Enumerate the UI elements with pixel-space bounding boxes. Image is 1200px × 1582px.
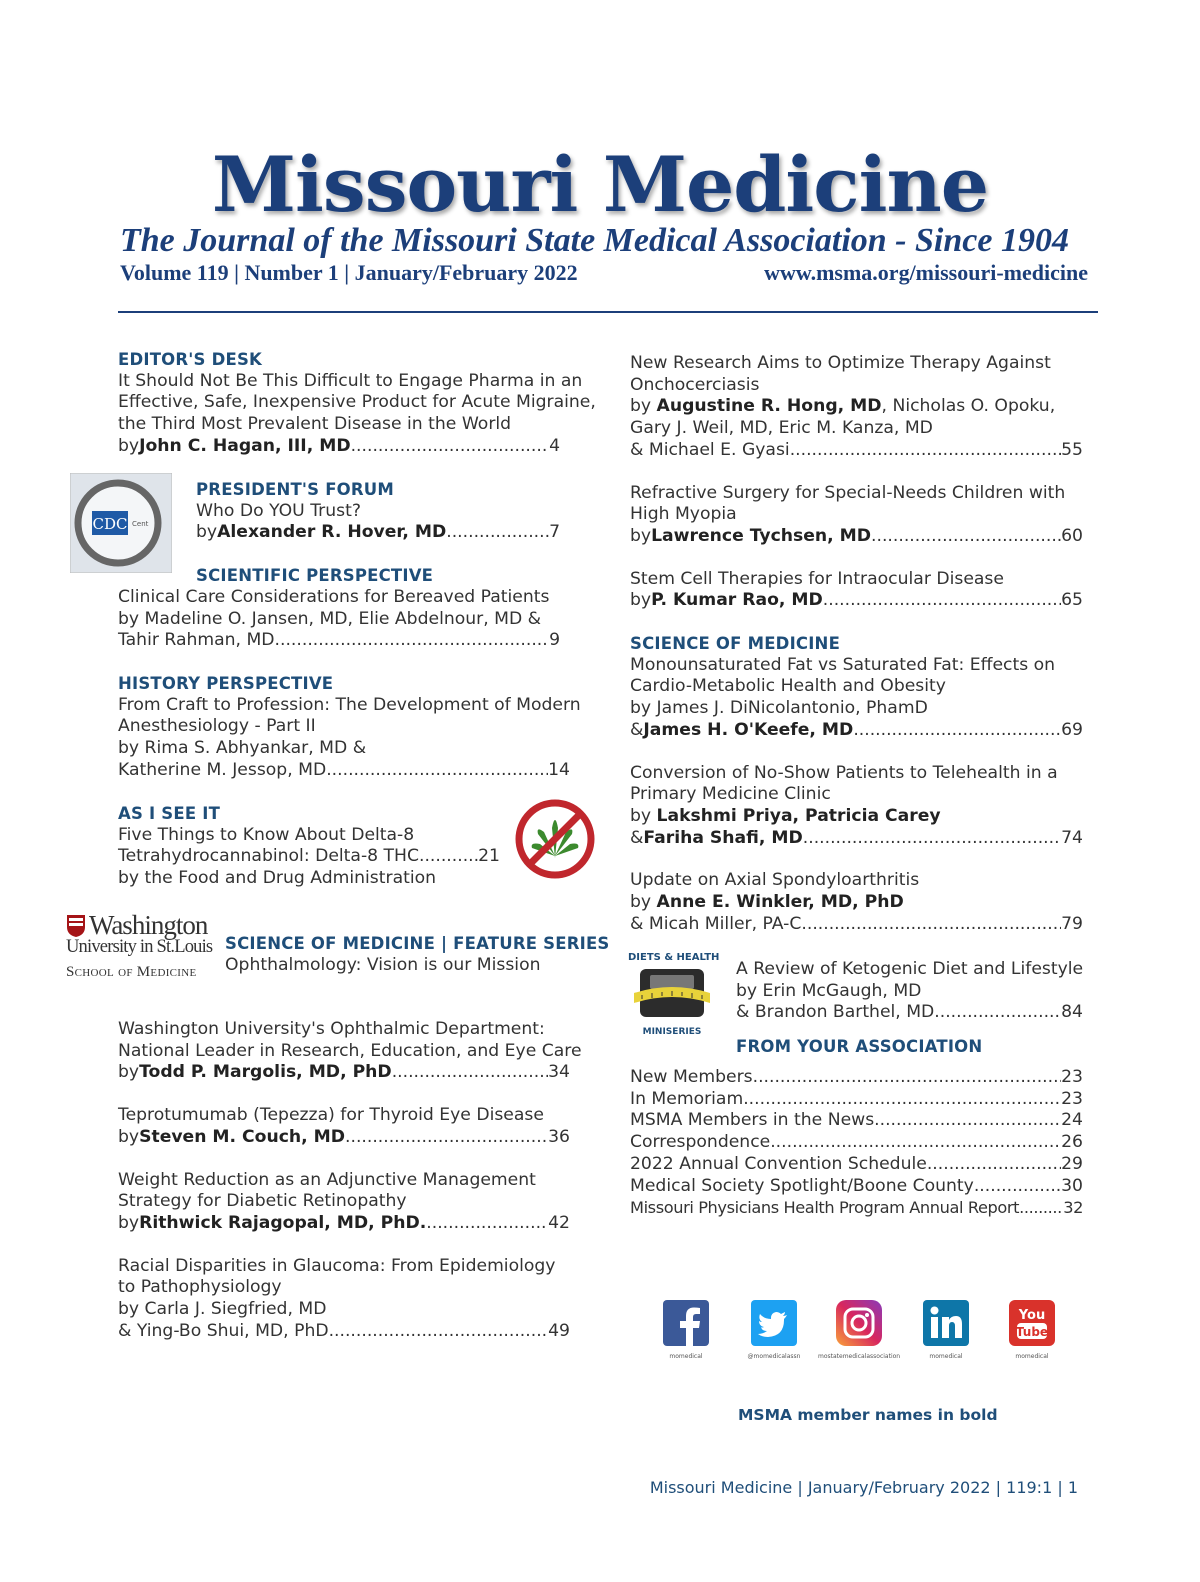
section-heading: SCIENCE OF MEDICINE	[630, 634, 841, 654]
social-handle: momedical	[929, 1353, 963, 1360]
author-line: Katherine M. Jessop, MD ..... 14	[118, 760, 570, 782]
article-title-line: From Craft to Profession: The Development of Modern	[118, 694, 581, 715]
author-line: Tahir Rahman, MD ..... 9	[118, 630, 560, 652]
article-title-line: Strategy for Diabetic Retinopathy	[118, 1191, 407, 1212]
list-item[interactable]: In Memoriam ..... 23	[630, 1089, 1083, 1111]
toc-stem-cell[interactable]	[630, 569, 1083, 612]
author-name: Rithwick Rajagopal, MD, PhD.	[139, 1212, 427, 1233]
author-name: Anne E. Winkler, MD, PhD	[656, 892, 904, 913]
author-line: & Micah Miller, PA-C ..... 79	[630, 914, 1083, 936]
badge-label: DIETS & HEALTH	[628, 952, 720, 963]
article-title-line: Update on Axial Spondyloarthritis	[630, 870, 920, 891]
article-title-line: the Third Most Prevalent Disease in the World	[118, 414, 512, 435]
list-item[interactable]: New Members ..... 23	[630, 1067, 1083, 1089]
author-name: Lakshmi Priya, Patricia Carey	[656, 805, 941, 826]
toc-onchocerciasis[interactable]	[630, 353, 1083, 462]
author-name: Augustine R. Hong, MD	[656, 396, 882, 417]
article-title-line: Clinical Care Considerations for Bereaved Patients	[118, 587, 550, 607]
author-line: by Anne E. Winkler, MD, PhD	[630, 892, 904, 913]
article-title-line: Refractive Surgery for Special-Needs Children with	[630, 482, 1066, 503]
page-number: 23	[1061, 1088, 1083, 1109]
section-heading: SCIENCE OF MEDICINE | FEATURE SERIES	[225, 934, 610, 953]
toc-weight-reduction[interactable]	[118, 1170, 570, 1235]
article-title-line: Teprotumumab (Tepezza) for Thyroid Eye Disease	[118, 1105, 544, 1126]
page-footer: Missouri Medicine | January/February 2022 | 119:1 | 1	[649, 1478, 1078, 1497]
journal-title: Missouri Medicine	[211, 140, 989, 229]
author-line: by P. Kumar Rao, MD ..... 65	[630, 590, 1083, 612]
list-item[interactable]: 2022 Annual Convention Schedule ..... 29	[630, 1154, 1083, 1176]
social-handle: momedical	[669, 1353, 703, 1360]
section-heading: EDITOR'S DESK	[118, 350, 263, 369]
author-line: Gary J. Weil, MD, Eric M. Kanza, MD	[630, 418, 933, 439]
section-heading: PRESIDENT'S FORUM	[196, 480, 395, 499]
washu-logo	[66, 910, 216, 990]
washu-shield-icon	[66, 914, 86, 938]
author-line: & Ying-Bo Shui, MD, PhD ..... 49	[118, 1321, 570, 1343]
author-line: & Brandon Barthel, MD ..... 84	[736, 1002, 1083, 1024]
page-number: 24	[1061, 1110, 1083, 1131]
washu-logo-line: Washington	[89, 910, 208, 940]
journal-subtitle: The Journal of the Missouri State Medical Association - Since 1904	[120, 222, 1069, 259]
page-number: 84	[1061, 1002, 1083, 1023]
list-item[interactable]: MSMA Members in the News ..... 24	[630, 1110, 1083, 1132]
author-name: P. Kumar Rao, MD	[651, 590, 823, 611]
list-item[interactable]: Correspondence ..... 26	[630, 1132, 1083, 1154]
page-number: 65	[1061, 590, 1083, 611]
social-handle: momedical	[1015, 1353, 1049, 1360]
article-title-line: Primary Medicine Clinic	[630, 784, 831, 805]
toc-feature-series[interactable]	[225, 933, 610, 976]
badge-label: MINISERIES	[642, 1027, 702, 1037]
toc-presidents-forum[interactable]	[196, 479, 560, 544]
author-line: by Lakshmi Priya, Patricia Carey	[630, 805, 941, 826]
article-title-line: Onchocerciasis	[630, 374, 760, 395]
section-heading: HISTORY PERSPECTIVE	[118, 674, 334, 693]
toc-wustl[interactable]	[118, 1019, 582, 1084]
article-title-line: Five Things to Know About Delta-8	[118, 824, 415, 845]
scientific-heading-wrap	[196, 565, 596, 587]
facebook-icon	[663, 1300, 709, 1346]
article-title-line: National Leader in Research, Education, and Eye Care	[118, 1040, 582, 1061]
toc-tepezza[interactable]	[118, 1105, 570, 1148]
author-name: Fariha Shafi, MD	[643, 827, 803, 848]
toc-association-list	[630, 1067, 1083, 1219]
article-title-line: to Pathophysiology	[118, 1277, 282, 1298]
author-line: by Madeline O. Jansen, MD, Elie Abdelnour, MD &	[118, 608, 542, 629]
article-title-line: New Research Aims to Optimize Therapy Against	[630, 353, 1051, 373]
social-handle: mostatemedicalassociation	[818, 1353, 901, 1360]
list-item[interactable]: Missouri Physicians Health Program Annual Report ..... 32	[630, 1197, 1083, 1219]
page-number: 9	[549, 630, 560, 651]
linkedin-link[interactable]	[922, 1300, 970, 1360]
no-cannabis-icon	[514, 798, 596, 880]
washu-logo-line: University in St.Louis	[66, 937, 213, 957]
article-title-line: Washington University's Ophthalmic Department:	[118, 1019, 545, 1039]
author-name: James H. O'Keefe, MD	[643, 719, 854, 740]
page-number: 32	[1063, 1198, 1083, 1218]
author-line: & James H. O'Keefe, MD ..... 69	[630, 720, 1083, 742]
instagram-icon	[836, 1300, 882, 1346]
page-number: 4	[549, 435, 560, 456]
linkedin-icon	[923, 1300, 969, 1346]
article-title-line: Anesthesiology - Part II	[118, 716, 316, 737]
left-column	[118, 349, 596, 479]
cdc-magnifier-icon	[70, 473, 172, 573]
page-number: 21	[478, 846, 500, 867]
author-line: by Augustine R. Hong, MD, Nicholas O. Opoku,	[630, 396, 1056, 417]
author-name: Steven M. Couch, MD	[139, 1126, 346, 1147]
section-heading: AS I SEE IT	[118, 804, 221, 823]
author-line: by Steven M. Couch, MD ..... 36	[118, 1127, 570, 1149]
list-item[interactable]: Medical Society Spotlight/Boone County ..... 30	[630, 1176, 1083, 1198]
author-name: Lawrence Tychsen, MD	[651, 525, 872, 546]
author-name: John C. Hagan, III, MD	[139, 435, 351, 456]
author-line: & Michael E. Gyasi ..... 55	[630, 440, 1083, 462]
page-number: 26	[1061, 1132, 1083, 1153]
section-heading: SCIENTIFIC PERSPECTIVE	[196, 566, 434, 585]
article-title-line: Cardio-Metabolic Health and Obesity	[630, 676, 946, 697]
author-line: by Erin McGaugh, MD	[736, 980, 922, 1001]
article-title-line: Effective, Safe, Inexpensive Product for Acute Migraine,	[118, 392, 596, 413]
author-line: by Carla J. Siegfried, MD	[118, 1299, 327, 1320]
page-number: 55	[1061, 439, 1083, 460]
page-number: 36	[548, 1126, 570, 1147]
toc-as-i-see-it[interactable]	[118, 803, 500, 890]
page-number: 42	[548, 1212, 570, 1233]
author-name: Todd P. Margolis, MD, PhD	[139, 1062, 392, 1083]
page-number: 34	[548, 1062, 570, 1083]
issue-volume: Volume 119 | Number 1 | January/February 2022	[120, 260, 578, 285]
article-title-line: Ophthalmology: Vision is our Mission	[225, 954, 541, 975]
author-line: by the Food and Drug Administration	[118, 868, 437, 889]
toc-scientific-perspective[interactable]	[118, 587, 560, 652]
author-line: by Rithwick Rajagopal, MD, PhD. ..... 42	[118, 1213, 570, 1235]
article-title-line: Who Do YOU Trust?	[196, 500, 361, 521]
article-title-line: Stem Cell Therapies for Intraocular Disease	[630, 568, 1004, 589]
instagram-link[interactable]	[818, 1300, 900, 1360]
facebook-link[interactable]	[662, 1300, 710, 1360]
page-number: 60	[1061, 525, 1083, 546]
toc-history-perspective[interactable]	[118, 673, 581, 782]
page-number: 79	[1061, 913, 1083, 934]
toc-refractive-surgery[interactable]	[630, 483, 1083, 548]
page-number: 30	[1061, 1175, 1083, 1196]
right-column	[630, 353, 1083, 956]
toc-keto[interactable]	[736, 959, 1083, 1058]
author-name: Alexander R. Hover, MD	[217, 522, 447, 543]
svg-text:CDC: CDC	[92, 515, 128, 533]
page-number: 23	[1061, 1067, 1083, 1087]
svg-text:You: You	[1018, 1308, 1046, 1323]
article-title-line: High Myopia	[630, 504, 737, 525]
twitter-link[interactable]	[745, 1300, 803, 1360]
article-title-line: Conversion of No-Show Patients to Telehealth in a	[630, 762, 1058, 783]
page-number: 74	[1061, 827, 1083, 848]
page-number: 29	[1061, 1153, 1083, 1174]
svg-text:Tube: Tube	[1015, 1325, 1049, 1339]
scale-icon	[632, 963, 712, 1023]
section-heading: FROM YOUR ASSOCIATION	[736, 1037, 983, 1057]
article-title-line: Tetrahydrocannabinol: Delta-8 THC ..... 21	[118, 846, 500, 868]
diets-health-badge	[628, 952, 720, 1042]
header-divider	[118, 311, 1098, 313]
toc-axial[interactable]	[630, 870, 1083, 935]
article-title-line: A Review of Ketogenic Diet and Lifestyle	[736, 959, 1084, 979]
article-title-line: Monounsaturated Fat vs Saturated Fat: Effects on	[630, 654, 1056, 675]
page-number: 7	[549, 522, 560, 543]
author-line: by John C. Hagan, III, MD ..... 4	[118, 436, 560, 458]
page-number: 69	[1061, 719, 1083, 740]
toc-no-show[interactable]	[630, 763, 1083, 850]
youtube-link[interactable]	[1008, 1300, 1056, 1360]
author-line: by James J. DiNicolantonio, PhamD	[630, 698, 928, 719]
twitter-icon	[751, 1300, 797, 1346]
article-title-line: Weight Reduction as an Adjunctive Management	[118, 1169, 536, 1190]
page-number: 14	[548, 759, 570, 780]
author-line: by Rima S. Abhyankar, MD &	[118, 738, 367, 759]
washu-logo-line: School of Medicine	[66, 964, 197, 980]
social-handle: @momedicalassn	[747, 1353, 801, 1360]
article-title-line: Racial Disparities in Glaucoma: From Epidemiology	[118, 1255, 556, 1276]
page-number: 49	[548, 1320, 570, 1341]
toc-science-of-medicine[interactable]	[630, 633, 1083, 742]
author-line: & Fariha Shafi, MD ..... 74	[630, 828, 1083, 850]
article-title-line: It Should Not Be This Difficult to Engage Pharma in an	[118, 370, 583, 391]
author-line: by Lawrence Tychsen, MD ..... 60	[630, 526, 1083, 548]
masthead	[0, 140, 1200, 230]
member-bold-note: MSMA member names in bold	[738, 1406, 998, 1424]
author-line: by Alexander R. Hover, MD ..... 7	[196, 522, 560, 544]
author-line: by Todd P. Margolis, MD, PhD ..... 34	[118, 1062, 570, 1084]
toc-glaucoma[interactable]	[118, 1256, 570, 1343]
journal-url[interactable]: www.msma.org/missouri-medicine	[764, 260, 1088, 285]
youtube-icon	[1009, 1300, 1055, 1346]
svg-text:Cent: Cent	[132, 520, 149, 528]
toc-editors-desk[interactable]	[118, 349, 596, 458]
left-column-lower	[118, 1019, 582, 1363]
